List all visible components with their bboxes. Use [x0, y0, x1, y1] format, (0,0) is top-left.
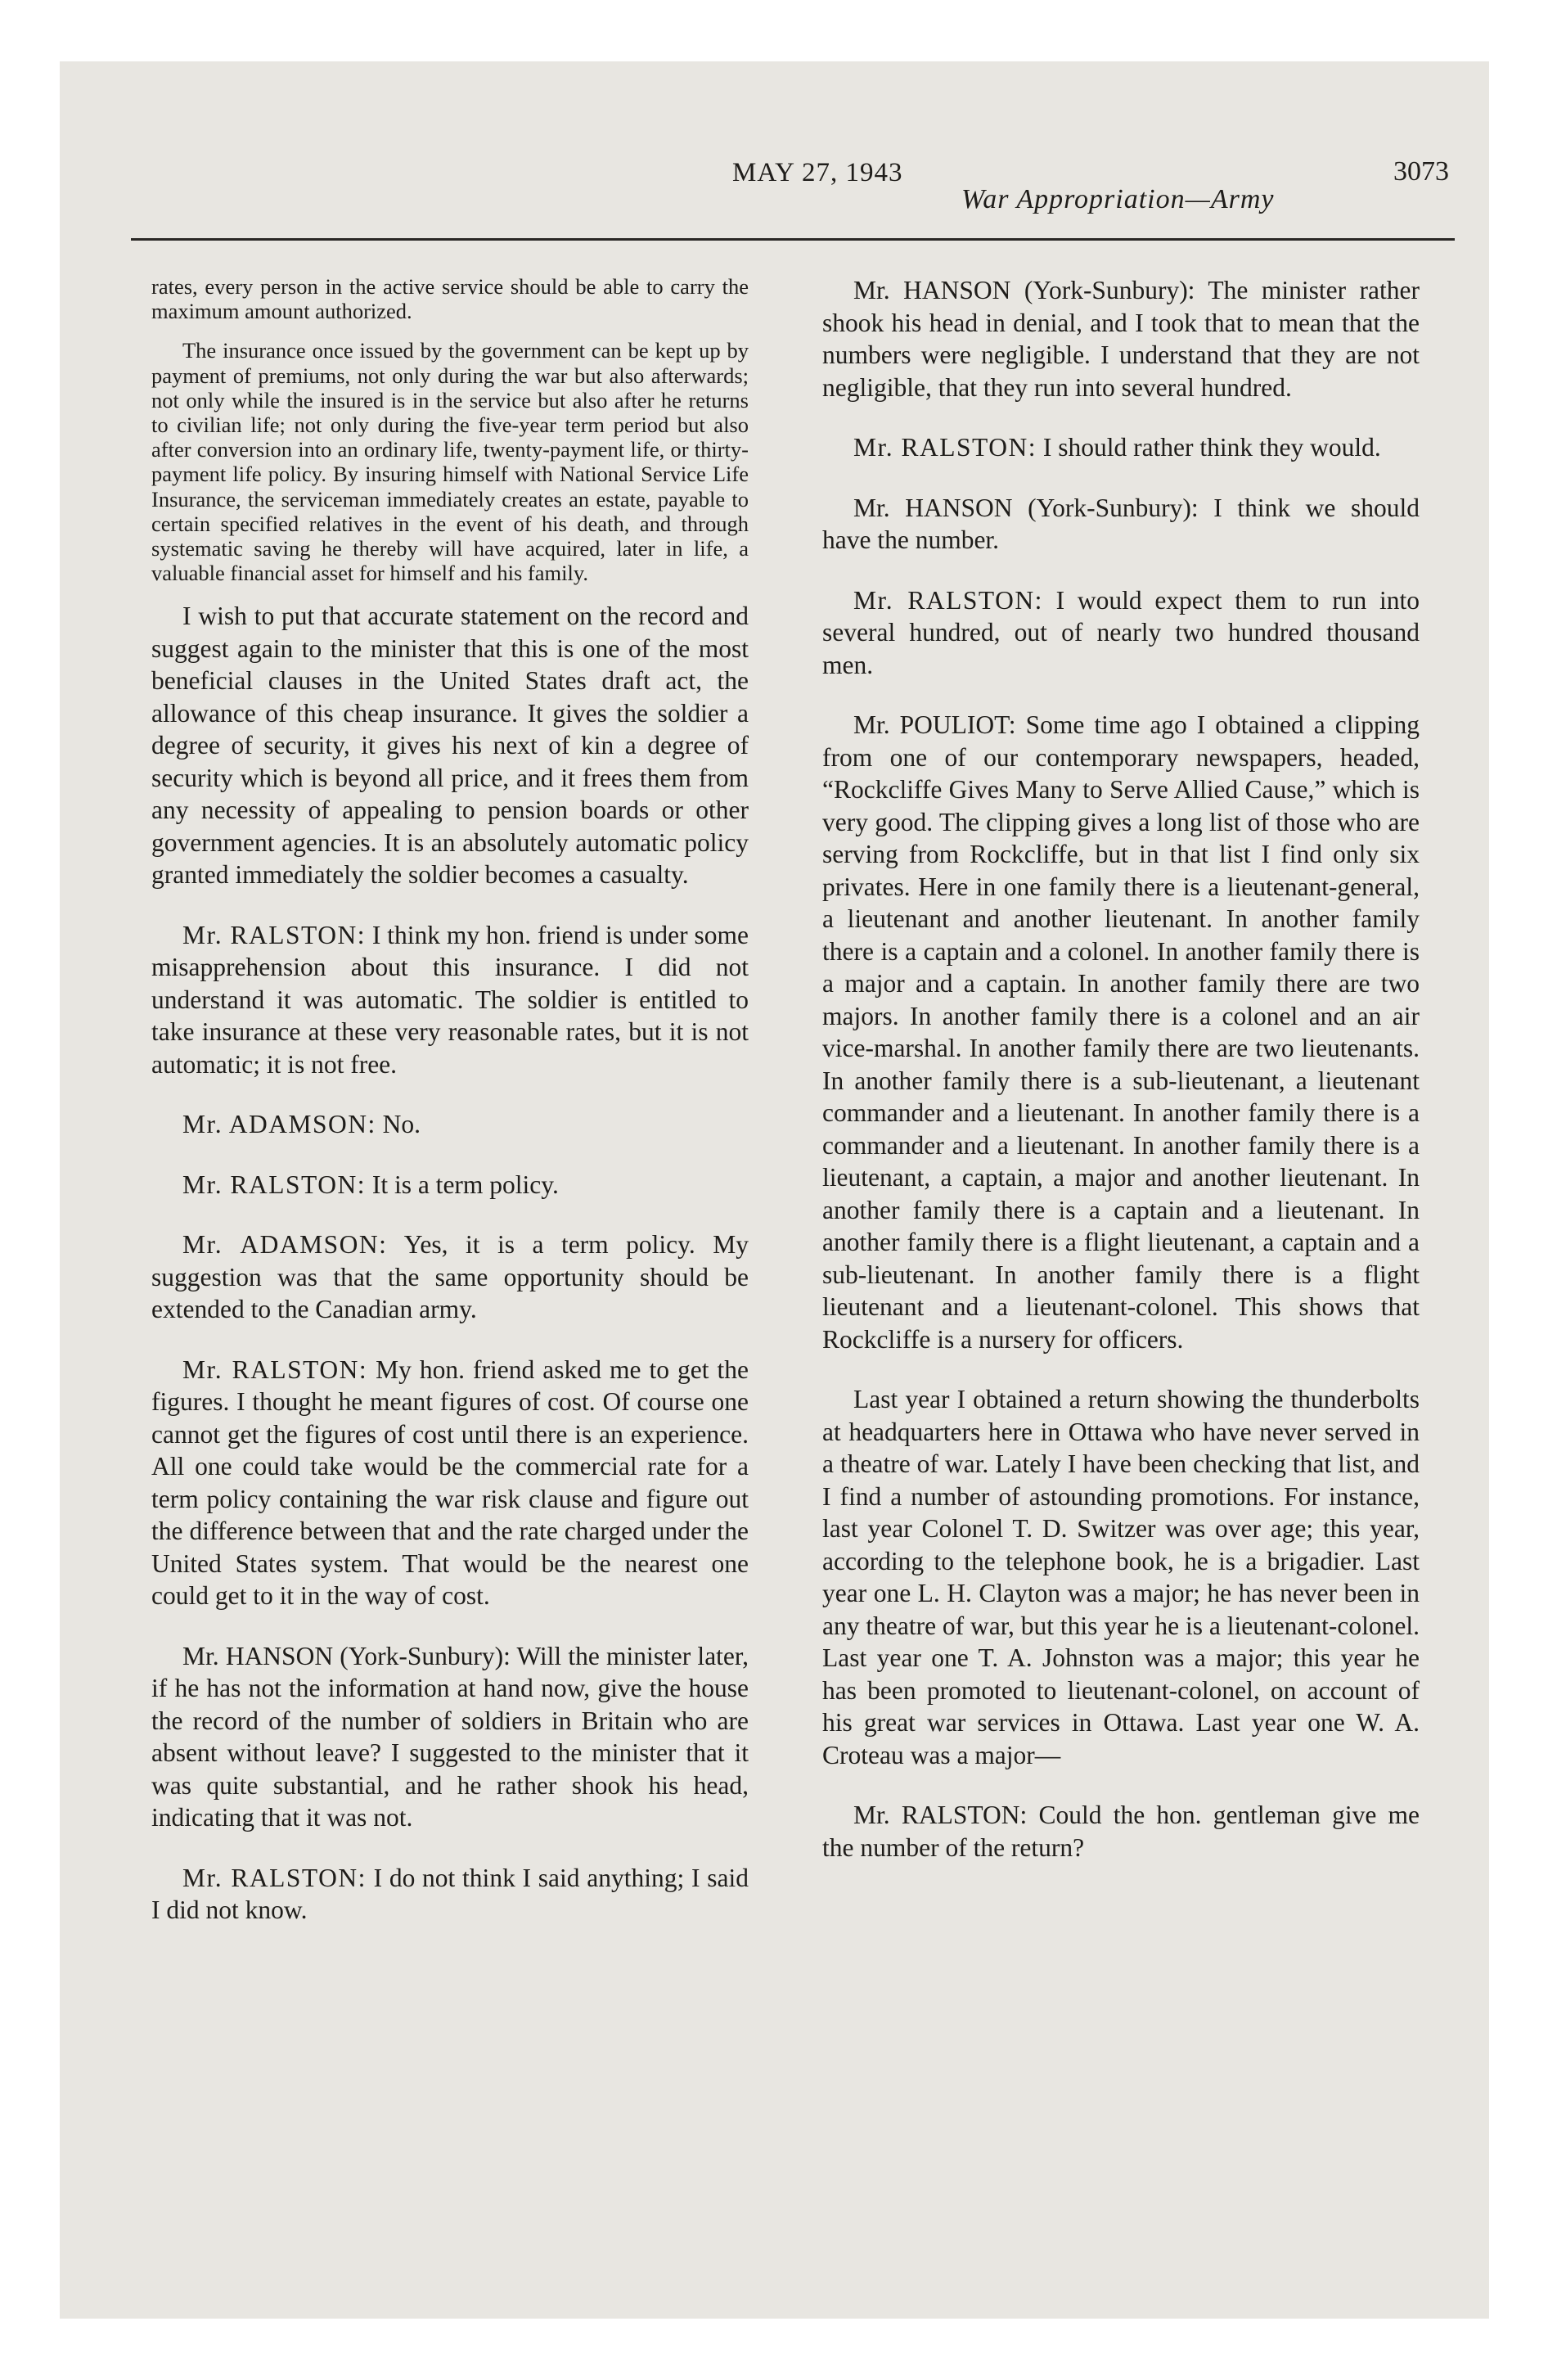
paragraph-text: I wish to put that accurate statement on the record and suggest again to the minister that this is one of the most beneficial clauses in the United States draft act, the allowance of this cheap insurance. It gives the soldier a degree of security, it gives his next of kin a degree of security which is beyond all price, and it frees them from any necessity of appealing to pension boards or other government agencies. It is an absolutely automatic policy granted immediately the soldier becomes a casualty. — [151, 602, 749, 890]
paragraph-text: I do not think I said anything; I said I did not know. — [151, 1863, 749, 1925]
paragraph-text: Some time ago I obtained a clipping from one of our contemporary newspapers, headed, “Rockcliffe Gives Many to Serve Allied Cause,” which is very good. The clipping gives a long list of those who are serving from Rockcliffe, but in that list I find only six privates. Here in one family there is a lieutenant-general, a lieutenant and another lieutenant. In another family there is a captain and a colonel. In another family there is a major and a captain. In another family there are two majors. In another family there is a colonel and an air vice-marshal. In another family there are two lieutenants. In another family there is a sub-lieutenant, a lieutenant commander and a lieutenant. In another family there is a commander and a lieutenant. In another family there is a lieutenant, a captain, a major and another lieutenant. In another family there is a captain and a lieutenant. In another family there is a flight lieutenant, a captain and a sub-lieutenant. In another family there is a flight lieutenant and a lieutenant-colonel. This shows that Rockcliffe is a nursery for officers. — [822, 710, 1420, 1354]
paragraph — [151, 1354, 749, 1612]
speaker-name: Mr. RALSTON: — [853, 1801, 1028, 1829]
paragraph — [822, 274, 1420, 403]
paragraph — [151, 338, 749, 585]
paragraph — [151, 1228, 749, 1326]
paragraph-text: I would expect them to run into several hundred, out of nearly two hundred thousand men. — [822, 585, 1420, 679]
speaker-name: Mr. POULIOT: — [853, 710, 1016, 739]
speaker-name: Mr. RALSTON: — [853, 585, 1043, 615]
paragraph — [822, 584, 1420, 682]
header-rule — [131, 238, 1455, 241]
paragraph-text: rates, every person in the active service should be able to carry the maximum amount authorized. — [151, 274, 749, 324]
page-header — [60, 61, 1489, 307]
paragraph — [151, 1862, 749, 1927]
paragraph — [151, 600, 749, 891]
speaker-name: Mr. HANSON (York-Sunbury): — [853, 493, 1199, 522]
paragraph — [151, 1640, 749, 1834]
paragraph — [822, 709, 1420, 1355]
left-column — [151, 274, 749, 1954]
paragraph — [822, 492, 1420, 557]
header-title: War Appropriation—Army — [961, 184, 1275, 214]
page-sheet — [60, 61, 1489, 2319]
header-date: MAY 27, 1943 — [732, 158, 903, 187]
paragraph-text: I should rather think they would. — [1042, 433, 1381, 462]
paragraph — [151, 919, 749, 1081]
speaker-name: Mr. ADAMSON: — [182, 1230, 388, 1260]
paragraph-text: The minister rather shook his head in denial, and I took that to mean that the numbers were negligible. I understand that they are not negligible, that they run into several hundred. — [822, 276, 1420, 402]
paragraph-text: My hon. friend asked me to get the figures. I thought he meant figures of cost. Of course one cannot get the figures of cost until there is an experience. All one could take would be the commercial rate for a term policy containing the war risk clause and figure out the difference between that and the rate charged under the United States system. That would be the nearest one could get to it in the way of cost. — [151, 1355, 749, 1611]
paragraph — [822, 1799, 1420, 1864]
speaker-name: Mr. RALSTON: — [182, 920, 366, 949]
speaker-name: Mr. ADAMSON: — [182, 1110, 376, 1139]
paragraph-text: The insurance once issued by the government can be kept up by payment of premiums, not only during the war but also afterwards; not only while the insured is in the service but also after he returns to civilian life; not only during the five-year term period but also after conversion into an ordinary life, twenty-payment life, or thirty-payment life policy. By insuring himself with National Service Life Insurance, the serviceman immediately creates an estate, payable to certain specified relatives in the event of his death, and through systematic saving he thereby will have acquired, later in life, a valuable financial asset for himself and his family. — [151, 338, 749, 586]
paragraph — [151, 1169, 749, 1201]
page-number: 3073 — [1393, 156, 1449, 187]
paragraph-text: Will the minister later, if he has not the information at hand now, give the house the record of the number of soldiers in Britain who are absent without leave? I suggested to the minister that it was quite substantial, and he rather shook his head, indicating that it was not. — [151, 1641, 749, 1832]
paragraph — [822, 1383, 1420, 1771]
paragraph-text: Could the hon. gentleman give me the number of the return? — [822, 1801, 1420, 1862]
speaker-name: Mr. RALSTON: — [182, 1170, 366, 1199]
speaker-name: Mr. RALSTON: — [182, 1863, 367, 1892]
paragraph — [822, 431, 1420, 464]
speaker-name: Mr. HANSON (York-Sunbury): — [853, 276, 1195, 304]
paragraph-text: I think my hon. friend is under some misapprehension about this insurance. I did not understand it was automatic. The soldier is entitled to take insurance at these very reasonable rates, but it is not automatic; it is not free. — [151, 920, 749, 1079]
speaker-name: Mr. HANSON (York-Sunbury): — [182, 1641, 511, 1670]
paragraph-text: I think we should have the number. — [822, 493, 1420, 554]
speaker-name: Mr. RALSTON: — [182, 1355, 368, 1384]
paragraph-text: It is a term policy. — [371, 1170, 559, 1199]
paragraph-text: No. — [382, 1110, 421, 1139]
paragraph — [151, 1108, 749, 1141]
paragraph — [151, 274, 749, 323]
right-column — [822, 274, 1420, 1891]
paragraph-text: Yes, it is a term policy. My suggestion was that the same opportunity should be extended to the Canadian army. — [151, 1230, 749, 1324]
paragraph-text: Last year I obtained a return showing the thunderbolts at headquarters here in Ottawa who have never served in a theatre of war. Lately I have been checking that list, and I find a number of astounding promotions. For instance, last year Colonel T. D. Switzer was over age; this year, according to the telephone book, he is a brigadier. Last year one L. H. Clayton was a major; he has never been in any theatre of war, but this year he is a lieutenant-colonel. Last year one T. A. Johnston was a major; this year he has been promoted to lieutenant-colonel, on account of his great war services in Ottawa. Last year one W. A. Croteau was a major— — [822, 1385, 1420, 1769]
speaker-name: Mr. RALSTON: — [853, 433, 1037, 462]
